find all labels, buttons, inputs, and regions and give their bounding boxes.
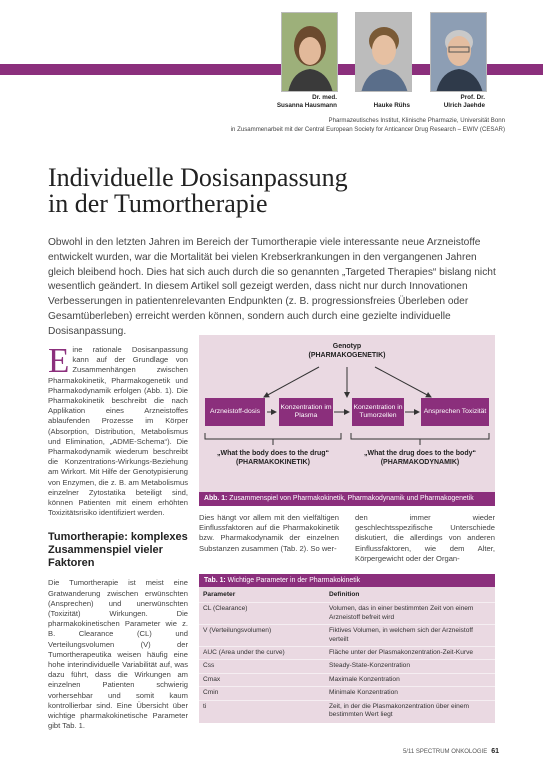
table-row: ti Zeit, in der die Plasmakonzentration über einem bestimmten Wert liegt <box>199 700 495 721</box>
author-ruehs: Hauke Rühs <box>373 102 410 109</box>
figure-caption: Abb. 1: Zusammenspiel von Pharmakokinetik, Pharmakodynamik und Pharmakogenetik <box>199 492 495 506</box>
author-jaehde: Prof. Dr. Ulrich Jaehde <box>443 94 485 109</box>
box-response: Ansprechen Toxizität <box>421 398 489 426</box>
table-row: Cmin Minimale Konzentration <box>199 687 495 700</box>
box-plasma: Konzentration im Plasma <box>279 398 333 426</box>
table-row: Css Steady-State-Konzentration <box>199 660 495 673</box>
author-hausmann: Dr. med. Susanna Hausmann <box>276 94 337 109</box>
issue-label: 5/11 SPECTRUM ONKOLOGIE <box>402 749 488 755</box>
pd-label: „What the drug does to the body“ (PHARMAKODYNAMIK) <box>364 450 476 466</box>
author-photo-hausmann <box>281 12 338 92</box>
genotype-label: Genotyp (PHARMAKOGENETIK) <box>308 343 386 359</box>
table-caption: Tab. 1: Wichtige Parameter in der Pharmakokinetik <box>199 574 495 587</box>
table-header-definition: Definition <box>329 591 360 598</box>
author-photo-jaehde <box>430 12 487 92</box>
box-dose: Arzneistoff-dosis <box>205 398 265 426</box>
intro-paragraph: Eine rationale Dosisanpassung kann auf der Grundlage von Zusammenhängen zwischen Pharmakokinetik, Pharmakogenetik und Pharmakodynamik erfolgen (Abb. 1). Die Pharmakokinetik beschreibt die nach Applikation eines Arzneistoffes ablaufenden Prozesse im Körper (Absorption, Distribution, Metabolismus und Elimination, „ADME-Schema“). Die Pharmakodynamik wiederum beschreibt die Konzentrations-Wirkungs-Beziehung am Wirkort. Mit Hilfe der Genotypisierung von Enzymen, die z. B. am Metabolismus einzelner Zytostatika beteiligt sind, können Patienten mit einem erhöhten Toxizitätsrisiko identifiziert werden. <box>48 341 188 518</box>
box-tumor-cells: Konzentration in Tumorzellen <box>352 398 404 426</box>
author-affiliation: Pharmazeutisches Institut, Klinische Pharmazie, Universität Bonn in Zusammenarbeit mit der Central European Society for Anticancer Drug Research – EWIV (CESAR) <box>230 117 505 133</box>
pk-label: „What the body does to the drug“ (PHARMAKOKINETIK) <box>217 450 329 466</box>
article-title: Individuelle Dosisanpassung in der Tumortherapie <box>48 163 348 218</box>
right-column-text: den immer wieder geschlechtsspezifische Unterschiede diskutiert, die allerdings von anderen Einflussfaktoren, wie dem Alter, Körpergewicht oder der Organ- <box>355 513 495 563</box>
parameter-table <box>199 587 495 723</box>
article-lead: Obwohl in den letzten Jahren im Bereich der Tumortherapie viele interessante neue Arzneistoffe entwickelt wurden, war die Mortalität bei vielen Krebserkrankungen in den vergangenen Jahren gleich bleibend hoch. Dies hat sich auch durch die so genannten „Targeted Therapies“ bislang nicht wesentlich geändert. In diesem Artikel soll gezeigt werden, dass nicht nur durch Innovationen Verbesserungen in patientenrelevanten Endpunkten (z. B. progressionsfreies Überleben oder Gesamtüberleben) erreicht werden können, sondern auch durch eine gezielte individuelle Dosisanpassung. <box>48 237 496 337</box>
table-row: CL (Clearance) Volumen, das in einer bestimmten Zeit von einem Arzneistoff befreit wird <box>199 603 495 625</box>
table-row: Cmax Maximale Konzentration <box>199 673 495 686</box>
author-photo-ruehs <box>355 12 412 92</box>
section-heading: Tumortherapie: komplexes Zusammenspiel vieler Faktoren <box>48 531 188 570</box>
middle-column-text: Dies hängt vor allem mit den vielfältigen Einflussfaktoren auf die Pharmakokinetik bzw. Pharmakodynamik der einzelnen Substanzen zusammen (Tab. 2). So wer- <box>199 513 339 553</box>
body-paragraph: Die Tumortherapie ist meist eine Gratwanderung zwischen erwünschten (Ansprechen) und unerwünschten (Toxizität) Wirkungen. Die pharmakokinetischen Parameter wie z. B. Clearance (CL) und Verteilungsvolumen (V) der Tumortherapeutika weisen häufig eine hohe interindividuelle Variabilität auf, was dazu führt, dass die Wirkungen am einzelnen Patienten schwierig vorhersehbar und somit kaum kontrollierbar sind. Eine Übersicht über wichtige pharmakokinetische Parameter gibt Tab. 1. <box>48 578 188 731</box>
drop-cap: E <box>48 341 70 380</box>
table-row: AUC (Area under the curve) Fläche unter der Plasmakonzentration-Zeit-Kurve <box>199 647 495 660</box>
page-footer <box>403 748 499 755</box>
page-number: 61 <box>491 748 499 755</box>
left-column <box>48 341 188 732</box>
table-header-parameter: Parameter <box>203 591 236 598</box>
figure-diagram <box>199 335 495 492</box>
table-row: V (Verteilungsvolumen) Fiktives Volumen, in welchem sich der Arzneistoff verteilt <box>199 625 495 647</box>
